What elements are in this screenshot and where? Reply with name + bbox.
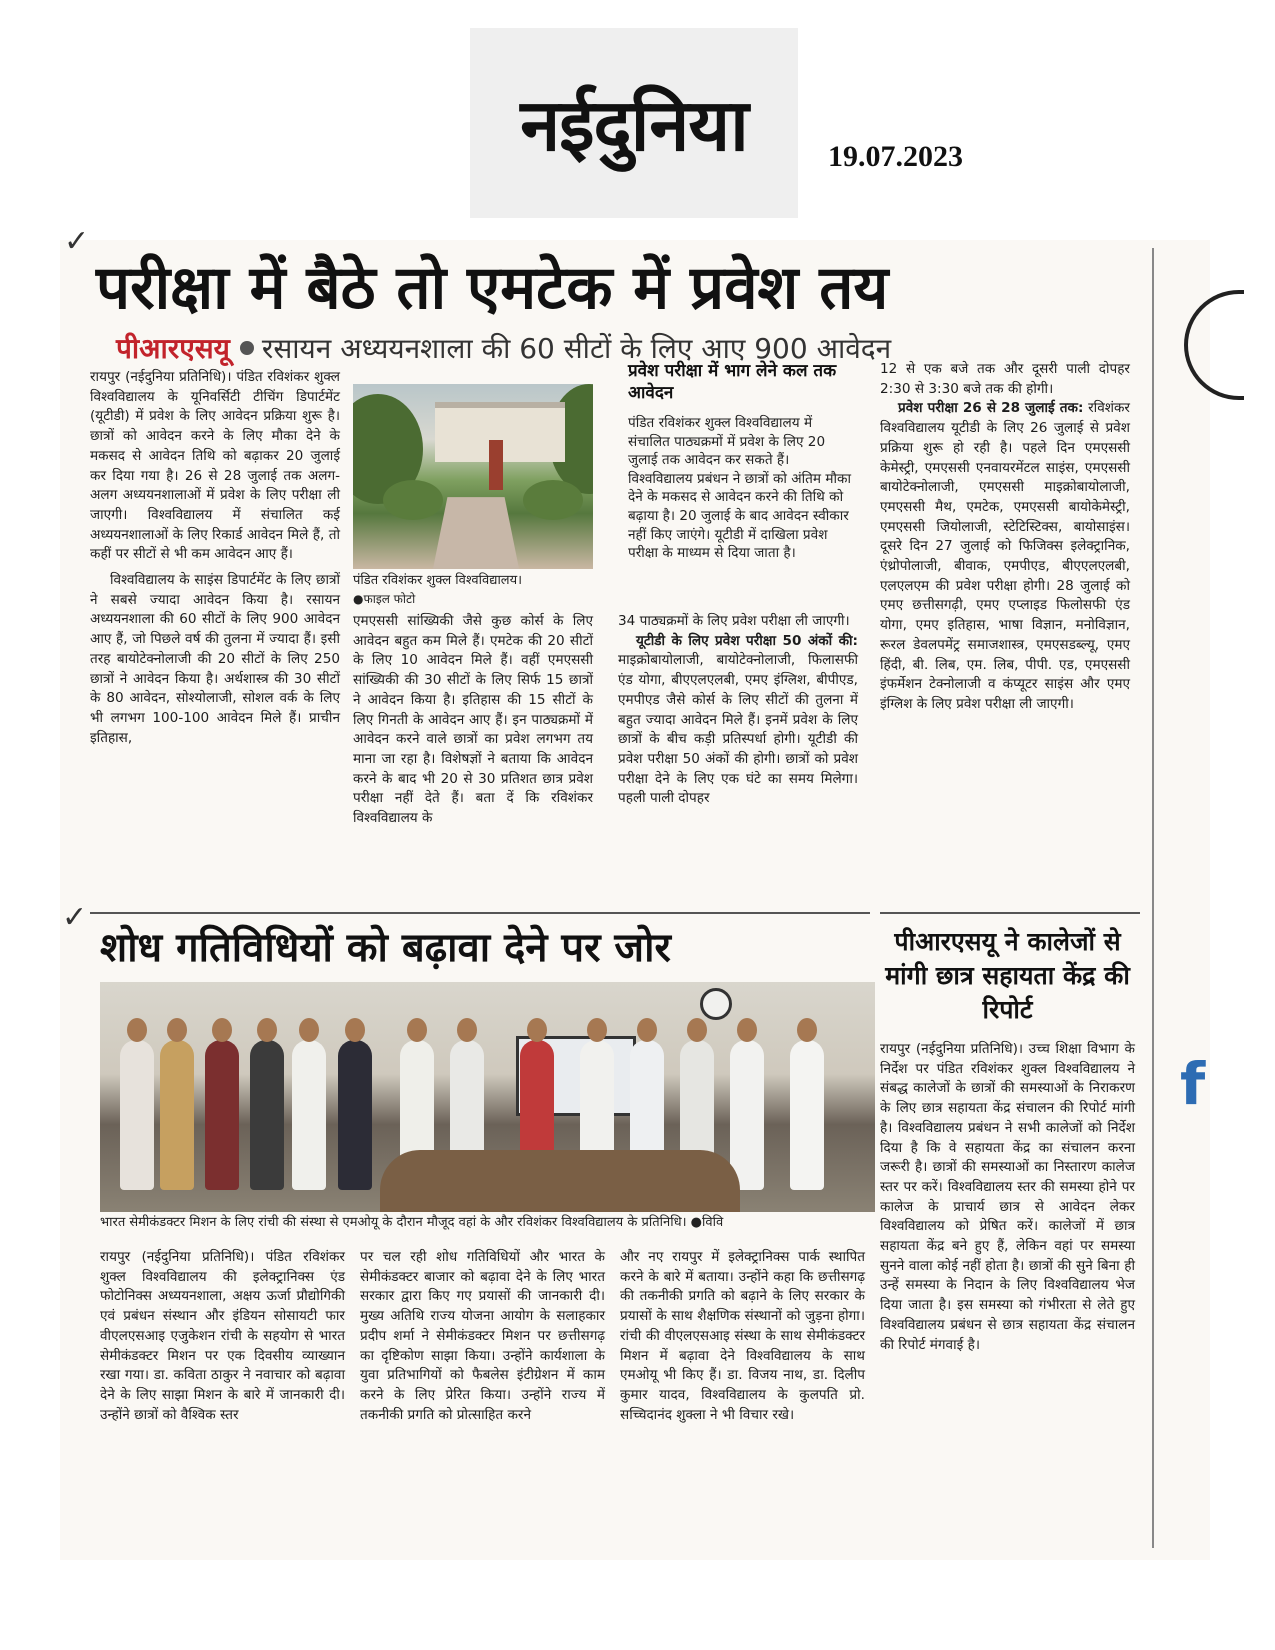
publication-date: 19.07.2023 [828,140,963,173]
paragraph: रायपुर (नईदुनिया प्रतिनिधि)। पंडित रविशंकर शुक्ल विश्वविद्यालय के यूनिवर्सिटी टीचिंग डिपार्टमेंट (यूटीडी) में प्रवेश के लिए आवेदन प्रक्रिया शुरू है। छात्रों को आवेदन करने के लिए मौका देने के मकसद से आवेदन तिथि को बढ़ाकर 20 जुलाई कर दिया गया है। 26 से 28 जुलाई तक अलग-अलग अध्ययनशालाओं में प्रवेश के लिए परीक्षा ली जाएगी। विश्वविद्यालय में संचालित कई अध्ययनशालाओं के लिए रिकार्ड आवेदन मिले हैं, तो कहीं पर सीटों से भी कम आवेदन आए हैं। [90,369,340,563]
article-headline: परीक्षा में बैठे तो एमटेक में प्रवेश तय [96,253,889,323]
photo-caption: भारत सेमीकंडक्टर मिशन के लिए रांची की संस्था से एमओयू के दौरान मौजूद वहां के और रविशंकर विश्वविद्यालय के प्रतिनिधि। ●विवि [100,1215,724,1230]
subhead-brand: पीआरएसयू [116,332,230,365]
newspaper-masthead [470,28,798,218]
article-column-2 [353,612,593,829]
article-headline: पीआरएसयू ने कालेजों से मांगी छात्र सहायता केंद्र की रिपोर्ट [885,927,1130,1024]
article-column [880,1040,1135,1355]
paragraph: एमएससी सांख्यिकी जैसे कुछ कोर्स के लिए आवेदन बहुत कम मिले हैं। एमटेक की 20 सीटों के लिए 10 आवेदन मिले हैं। वहीं एमएससी सांख्यिकी की 30 सीटों के लिए सिर्फ 15 छात्रों ने आवेदन किया है। इतिहास की 15 सीटों के लिए गिनती के आवेदन आए हैं। इन पाठ्यक्रमों में आवेदन करने वाले छात्रों का प्रवेश लगभग तय माना जा रहा है। विशेषज्ञों ने बताया कि आवेदन करने के बाद भी 20 से 30 प्रतिशत छात्र प्रवेश परीक्षा नहीं देते हैं। बता दें कि रविशंकर विश्वविद्यालय के [353,613,593,827]
paragraph: पर चल रही शोध गतिविधियों और भारत के सेमीकंडक्टर बाजार को बढ़ावा देने के लिए भारत सरकार द्वारा किए गए प्रयासों की जानकारी दी। मुख्य अतिथि राज्य योजना आयोग के सलाहकार प्रदीप शर्मा ने सेमीकंडक्टर मिशन पर छत्तीसगढ़ का दृष्टिकोण साझा किया। उन्होंने कार्यशाला के युवा प्रतिभागियों को फैबलेस इंटीग्रेशन में काम करने के लिए प्रेरित किया। उन्होंने राज्य में तकनीकी प्रगति को प्रोत्साहित करने [360,1249,605,1423]
paragraph-text: रविशंकर विश्वविद्यालय यूटीडी के लिए 26 जुलाई से प्रवेश प्रक्रिया शुरू हो रही है। पहले दिन एमएससी केमेस्ट्री, एमएससी एनवायरमेंटल साइंस, एमएससी बायोटेक्नोलाजी, एमएससी माइक्रोबायोलाजी, एमएससी मैथ, एमटेक, एमएससी बायोकेमेस्ट्री, एमएससी जियोलाजी, स्टेटिस्टिक्स, बायोसाइंस। दूसरे दिन 27 जुलाई को फिजिक्स इलेक्ट्रानिक, एंथ्रोपोलाजी, बीवाक, एमपीएड, बीएएलएलबी, एलएलएम की प्रवेश परीक्षा होगी। 28 जुलाई को एमए छत्तीसगढ़ी, एमए एप्लाइड फिलोसफी एंड योगा, एमए इतिहास, भाषा विज्ञान, मनोविज्ञान, रूरल डेवलपमेंट्र समाजशास्त्र, एमएसडब्ल्यू, एमए हिंदी, बी. लिब, एम. लिब, पीपी. एड, एमएससी इंफर्मेशन टेक्नोलाजी व कंप्यूटर साइंस और एमए इंग्लिश के लिए प्रवेश परीक्षा ली जाएगी। [880,400,1130,712]
section-divider [90,912,870,914]
photo-credit: ●फाइल फोटो [353,592,416,606]
paragraph: विश्वविद्यालय के साइंस डिपार्टमेंट के लिए छात्रों ने सबसे ज्यादा आवेदन किया है। रसायन अध्ययनशाला की 60 सीटों के लिए 900 आवेदन आए हैं, जो पिछले वर्ष की तुलना में ज्यादा हैं। इसी तरह बायोटेक्नोलाजी की 20 सीटों के लिए 250 छात्रों ने आवेदन किया है। अर्थशास्त्र की 30 सीटों के 80 आवेदन, सोश्योलाजी, सोशल वर्क के लिए भी लगभग 100-100 आवेदन मिले हैं। प्राचीन इतिहास, [90,572,340,746]
article-column-3 [620,1248,865,1425]
paragraph: और नए रायपुर में इलेक्ट्रानिक्स पार्क स्थापित करने के बारे में बताया। उन्होंने कहा कि छत्तीसगढ़ की तकनीकी प्रगति को बढ़ाने के लिए सरकार के प्रयासों के साथ शैक्षणिक संस्थानों को जुड़ना होगा। रांची की वीएलएसआइ संस्था के साथ सेमीकंडक्टर मिशन में बढ़ावा देने विश्वविद्यालय के साथ एमओयू भी किए हैं। डा. विजय नाथ, डा. दिलीप कुमार यादव, विश्वविद्यालय के कुलपति प्रो. सच्चिदानंद शुक्ला ने भी विचार रखे। [620,1249,865,1423]
column-divider [1152,248,1154,1548]
checkmark-icon: ✓ [64,224,90,259]
subhead-text: रसायन अध्ययनशाला की 60 सीटों के लिए आए 900 आवेदन [261,332,892,365]
newspaper-name: नईदुनिया [520,83,748,167]
paragraph-lead: प्रवेश परीक्षा 26 से 28 जुलाई तक: [898,400,1084,417]
paragraph [880,399,1130,714]
article-column-2 [360,1248,605,1425]
article-column-4 [880,360,1130,715]
checkmark-icon: ✓ [62,900,88,935]
mou-event-photo [100,982,875,1212]
article-column-1 [90,368,340,748]
paragraph [618,632,858,809]
paragraph-lead: यूटीडी के लिए प्रवेश परीक्षा 50 अंकों की: [636,632,858,649]
caption-text: पंडित रविशंकर शुक्ल विश्वविद्यालय। [353,573,523,588]
section-divider [880,912,1140,914]
article-column-3 [618,612,858,809]
adjacent-article-letter: f [1180,1050,1206,1118]
paragraph: रायपुर (नईदुनिया प्रतिनिधि)। पंडित रविशंकर शुक्ल विश्वविद्यालय की इलेक्ट्रानिक्स एंड फोटोनिक्स अध्ययनशाला, अक्षय ऊर्जा प्रौद्योगिकी एवं प्रबंधन संस्थान और इंडियन सोसायटी फार वीएलएसआइ एजुकेशन रांची के सहयोग से भारत सेमीकंडक्टर मिशन पर एक दिवसीय व्याख्यान रखा गया। डा. कविता ठाकुर ने नवाचार को बढ़ावा देने के लिए साझा मिशन के बारे में जानकारी दी। उन्होंने छात्रों को वैश्विक स्तर [100,1249,345,1423]
paragraph-text: माइक्रोबायोलाजी, बायोटेक्नोलाजी, फिलासफी एंड योगा, बीएएलएलबी, एमए इंग्लिश, बीपीएड, एमपीएड जैसे कोर्स के लिए सीटों की तुलना में बहुत ज्यादा आवेदन मिले हैं। इनमें प्रवेश के लिए छात्रों के बीच कड़ी प्रतिस्पर्धा होगी। यूटीडी की प्रवेश परीक्षा 50 अंकों की होगी। छात्रों को प्रवेश परीक्षा देने के लिए एक घंटे का समय मिलेगा। पहली पाली दोपहर [618,652,858,807]
paragraph: 12 से एक बजे तक और दूसरी पाली दोपहर 2:30 से 3:30 बजे तक की होगी। [880,361,1130,397]
box-text: पंडित रविशंकर शुक्ल विश्वविद्यालय में संचालित पाठ्यक्रमों में प्रवेश के लिए 20 जुलाई तक आवेदन कर सकते हैं। विश्वविद्यालय प्रबंधन ने छात्रों को अंतिम मौका देने के मकसद से आवेदन करने की तिथि को बढ़ाया है। 20 जुलाई के बाद आवेदन स्वीकार नहीं किए जाएंगे। यूटीडी में दाखिला प्रवेश परीक्षा के माध्यम से दिया जाता है। [628,415,851,562]
university-photo [353,384,593,569]
article-column-1 [100,1248,345,1425]
photo-caption [353,572,593,608]
bullet-icon [240,341,254,355]
box-headline: प्रवेश परीक्षा में भाग लेने कल तक आवेदन [628,361,837,403]
article-headline: शोध गतिविधियों को बढ़ावा देने पर जोर [100,925,671,971]
paragraph: 34 पाठ्यक्रमों के लिए प्रवेश परीक्षा ली जाएगी। [618,613,850,629]
paragraph: रायपुर (नईदुनिया प्रतिनिधि)। उच्च शिक्षा विभाग के निर्देश पर पंडित रविशंकर शुक्ल विश्वविद्यालय ने संबद्ध कालेजों के छात्रों की समस्याओं के निराकरण के लिए छात्र सहायता केंद्र संचालन की रिपोर्ट मांगी है। विश्वविद्यालय प्रबंधन ने सभी कालेजों को निर्देश दिया है कि वे सहायता केंद्र का संचालन करना जरूरी है। छात्रों की समस्याओं का निस्तारण कालेज स्तर पर करें। विश्वविद्यालय स्तर की समस्या होने पर कालेज के प्राचार्य छात्र से आवेदन लेकर विश्वविद्यालय को प्रेषित करें। कालेजों में छात्र सहायता केंद्र बने हुए हैं, लेकिन वहां पर समस्या सुनने वाला कोई नहीं होता है। छात्रों की सुने बिना ही उन्हें समस्या के निदान के लिए विश्वविद्यालय भेज दिया जाता है। इस समस्या को गंभीरता से लेते हुए विश्वविद्यालय प्रबंधन से छात्र सहायता केंद्र संचालन की रिपोर्ट मंगवाई है। [880,1041,1135,1353]
